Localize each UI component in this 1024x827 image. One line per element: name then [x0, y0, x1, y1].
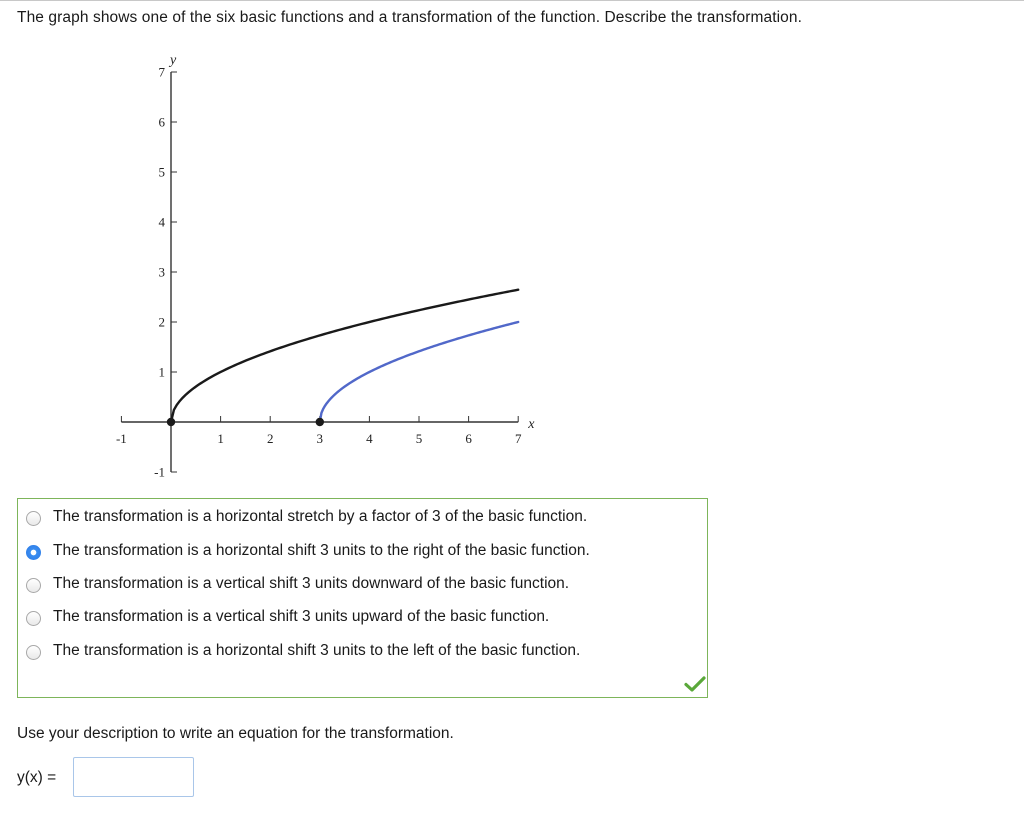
- y-tick-label: 3: [158, 264, 165, 280]
- radio-button[interactable]: [26, 611, 41, 626]
- x-axis-label: x: [528, 417, 535, 432]
- curves: [167, 290, 518, 426]
- choice-option[interactable]: [18, 603, 698, 633]
- y-tick-label: 6: [158, 114, 165, 130]
- axes: [121, 72, 518, 472]
- y-axis-label: y: [170, 53, 177, 68]
- equation-prompt: Use your description to write an equation for the transformation.: [17, 725, 454, 742]
- choice-label: The transformation is a horizontal stretch by a factor of 3 of the basic function.: [53, 508, 588, 525]
- x-tick-label: 4: [366, 431, 373, 446]
- x-tick-label: 3: [316, 431, 324, 446]
- choice-option[interactable]: [18, 570, 698, 600]
- choice-option[interactable]: [18, 537, 698, 567]
- correct-check-icon: [684, 675, 706, 693]
- y-tick-label: 2: [158, 314, 165, 330]
- choice-option[interactable]: [18, 637, 698, 667]
- choice-option[interactable]: [18, 503, 698, 533]
- answer-choices: [17, 498, 708, 698]
- equation-label: y(x) =: [17, 769, 57, 786]
- basic-function-curve: [171, 290, 518, 422]
- x-tick-label: 7: [514, 431, 522, 446]
- tick-marks: [121, 72, 518, 472]
- y-tick-label: 5: [158, 164, 165, 180]
- choice-label: The transformation is a horizontal shift 3 units to the left of the basic function.: [53, 642, 581, 659]
- y-tick-label: 1: [158, 364, 165, 380]
- radio-button[interactable]: [26, 511, 41, 526]
- x-tick-label: 1: [217, 431, 224, 446]
- radio-button[interactable]: [26, 578, 41, 593]
- transformed-endpoint-dot: [316, 418, 324, 426]
- radio-button[interactable]: [26, 545, 41, 560]
- choice-label: The transformation is a vertical shift 3 units downward of the basic function.: [53, 575, 570, 592]
- basic-endpoint-dot: [167, 418, 175, 426]
- y-tick-label: 7: [158, 64, 165, 80]
- radio-button[interactable]: [26, 645, 41, 660]
- question-prompt: The graph shows one of the six basic functions and a transformation of the function. Describe the transformation.: [17, 9, 802, 26]
- y-tick-label: 4: [158, 214, 165, 230]
- x-tick-label: 2: [266, 431, 274, 446]
- equation-input[interactable]: [73, 757, 194, 797]
- x-tick-label: 5: [415, 431, 423, 446]
- choice-label: The transformation is a vertical shift 3 units upward of the basic function.: [53, 608, 550, 625]
- transformed-function-curve: [320, 322, 518, 422]
- y-tick-label: -1: [154, 464, 165, 480]
- choice-label: The transformation is a horizontal shift 3 units to the right of the basic function.: [53, 542, 590, 559]
- x-tick-label: 6: [465, 431, 472, 446]
- x-tick-label: -1: [115, 431, 127, 446]
